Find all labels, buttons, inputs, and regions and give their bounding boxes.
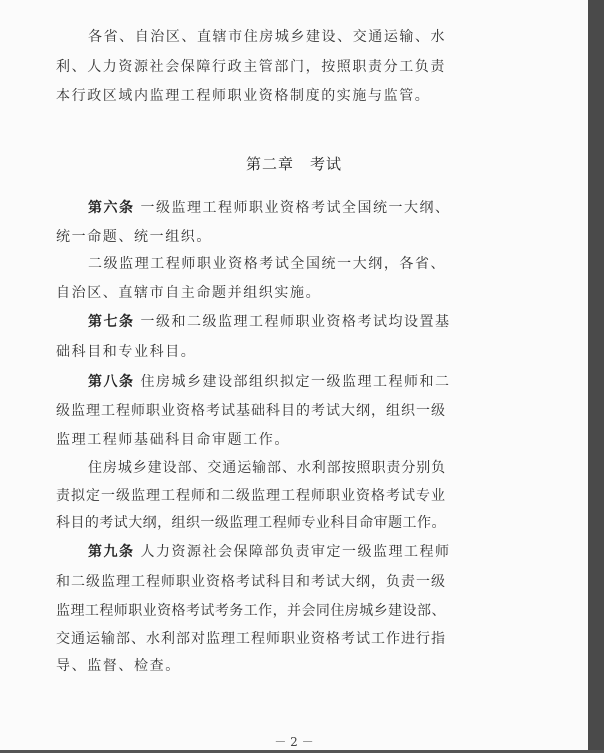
text-line	[88, 458, 446, 478]
line-text: 二级监理工程师职业资格考试全国统一大纲，各省、	[88, 256, 447, 272]
line-text: 科目的考试大纲，组织一级监理工程师专业科目命审题工作。	[56, 515, 446, 531]
line-text: 础科目和专业科目。	[56, 344, 197, 360]
text-line	[56, 57, 446, 77]
line-text: 统一命题、统一组织。	[56, 229, 212, 245]
line-text: 各省、自治区、直辖市住房城乡建设、交通运输、水	[88, 29, 447, 45]
text-line	[88, 542, 451, 562]
line-text: 监理工程师职业资格考试考务工作，并会同住房城乡建设部、	[56, 603, 446, 619]
line-text: 一级监理工程师职业资格考试全国统一大纲、	[140, 200, 451, 216]
article-number: 第九条	[88, 544, 135, 560]
text-line	[56, 486, 446, 506]
line-text: 一级和二级监理工程师职业资格考试均设置基	[140, 314, 451, 330]
line-text: 责拟定一级监理工程师和二级监理工程师职业资格考试专业	[56, 488, 446, 504]
line-text: 级监理工程师职业资格考试基础科目的考试大纲，组织一级	[56, 403, 446, 419]
text-line	[56, 572, 446, 592]
text-line	[88, 27, 446, 47]
text-line	[88, 312, 451, 332]
line-text: 和二级监理工程师职业资格考试科目和考试大纲，负责一级	[56, 574, 446, 590]
line-text: 住房城乡建设部、交通运输部、水利部按照职责分别负	[88, 460, 447, 476]
chapter-title: 第二章 考试	[245, 155, 342, 173]
page-number: － 2 －	[274, 735, 314, 749]
article-number: 第六条	[88, 200, 135, 216]
text-line	[56, 513, 446, 533]
text-line	[56, 401, 446, 421]
line-text: 交通运输部、水利部对监理工程师职业资格考试工作进行指	[56, 631, 446, 647]
text-line	[56, 430, 446, 450]
text-line	[56, 342, 446, 362]
article-number: 第八条	[88, 374, 135, 390]
text-line	[56, 601, 446, 621]
text-line	[88, 254, 446, 274]
text-line	[56, 227, 446, 247]
line-text: 利、人力资源社会保障行政主管部门，按照职责分工负责	[56, 59, 446, 75]
text-line	[56, 656, 446, 676]
text-line	[56, 629, 446, 649]
line-text: 导、监督、检查。	[56, 658, 181, 674]
text-line	[56, 86, 446, 106]
text-line	[88, 372, 451, 392]
line-text: 监理工程师基础科目命审题工作。	[56, 432, 290, 448]
text-line	[88, 198, 451, 218]
text-line	[56, 283, 446, 303]
line-text: 自治区、直辖市自主命题并组织实施。	[56, 285, 322, 301]
line-text: 人力资源社会保障部负责审定一级监理工程师	[140, 544, 451, 560]
right-edge-scan-border	[588, 0, 604, 753]
line-text: 住房城乡建设部组织拟定一级监理工程师和二	[140, 374, 451, 390]
line-text: 本行政区域内监理工程师职业资格制度的实施与监管。	[56, 88, 431, 104]
article-number: 第七条	[88, 314, 135, 330]
